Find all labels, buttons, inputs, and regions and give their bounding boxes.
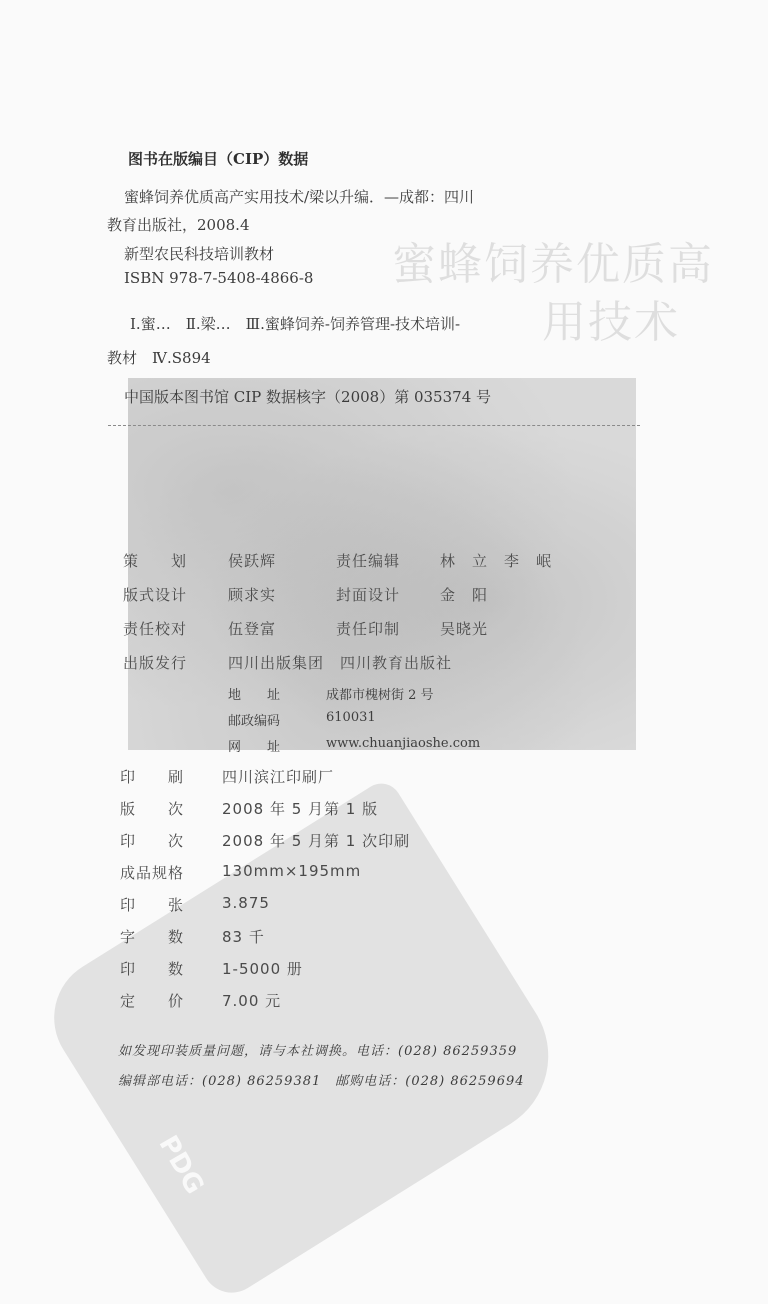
staff-editor-label: 责任编辑 xyxy=(336,552,401,570)
spec-sheets-label: 印 张 xyxy=(120,896,185,914)
spec-copies-label: 印 数 xyxy=(120,960,185,978)
spec-size: 130mm×195mm xyxy=(222,862,362,880)
footer-quality-notice: 如发现印装质量问题，请与本社调换。电话：(028) 86259359 xyxy=(118,1044,518,1059)
website-label: 网 址 xyxy=(228,740,281,755)
spec-edition: 2008 年 5 月第 1 版 xyxy=(222,800,379,818)
spec-words: 83 千 xyxy=(222,928,265,946)
cip-line-series: 新型农民科技培训教材 xyxy=(124,245,275,263)
spec-price: 7.00 元 xyxy=(222,992,282,1010)
cip-header: 图书在版编目（CIP）数据 xyxy=(128,150,309,168)
spec-price-label: 定 价 xyxy=(120,992,185,1010)
footer-phone-numbers: 编辑部电话：(028) 86259381 邮购电话：(028) 86259694 xyxy=(118,1074,525,1089)
cip-line-classification: Ⅰ.蜜… Ⅱ.梁… Ⅲ.蜜蜂饲养-饲养管理-技术培训- xyxy=(130,315,461,333)
staff-print-mgr: 吴晓光 xyxy=(440,620,489,638)
staff-proof: 伍登富 xyxy=(228,620,277,638)
spec-edition-label: 版 次 xyxy=(120,800,185,818)
website-value: www.chuanjiaoshe.com xyxy=(326,736,481,751)
staff-planner: 侯跃辉 xyxy=(228,552,277,570)
staff-cover: 金 阳 xyxy=(440,586,489,604)
staff-publisher: 四川出版集团 四川教育出版社 xyxy=(228,654,453,672)
watermark-text: PDG xyxy=(152,1130,210,1200)
spec-sheets: 3.875 xyxy=(222,894,270,912)
staff-planner-label: 策 划 xyxy=(123,552,188,570)
spec-printing-label: 印 次 xyxy=(120,832,185,850)
address-value: 成都市槐树街 2 号 xyxy=(326,688,434,703)
address-label: 地 址 xyxy=(228,688,281,703)
staff-print-mgr-label: 责任印制 xyxy=(336,620,401,638)
spec-printer-label: 印 刷 xyxy=(120,768,185,786)
spec-printing: 2008 年 5 月第 1 次印刷 xyxy=(222,832,411,850)
background-cover-text: 蜜蜂饲养优质高 用技术 xyxy=(392,239,714,348)
cip-line-clc: 教材 Ⅳ.S894 xyxy=(107,349,211,367)
staff-editor: 林 立 李 岷 xyxy=(440,552,553,570)
spec-printer: 四川滨江印刷厂 xyxy=(222,768,335,786)
cip-line-title: 蜜蜂饲养优质高产实用技术/梁以升编．—成都：四川 xyxy=(124,188,475,206)
staff-layout: 顾求实 xyxy=(228,586,277,604)
cip-number: 中国版本图书馆 CIP 数据核字（2008）第 035374 号 xyxy=(124,388,492,406)
staff-publisher-label: 出版发行 xyxy=(123,654,188,672)
dashed-divider xyxy=(108,425,640,426)
cip-line-publisher: 教育出版社，2008.4 xyxy=(107,216,250,234)
postcode-value: 610031 xyxy=(326,710,376,725)
spec-copies: 1-5000 册 xyxy=(222,960,303,978)
staff-layout-label: 版式设计 xyxy=(123,586,188,604)
spec-words-label: 字 数 xyxy=(120,928,185,946)
staff-proof-label: 责任校对 xyxy=(123,620,188,638)
cip-line-isbn: ISBN 978-7-5408-4866-8 xyxy=(124,269,314,287)
staff-cover-label: 封面设计 xyxy=(336,586,401,604)
postcode-label: 邮政编码 xyxy=(228,714,281,729)
spec-size-label: 成品规格 xyxy=(120,864,185,882)
